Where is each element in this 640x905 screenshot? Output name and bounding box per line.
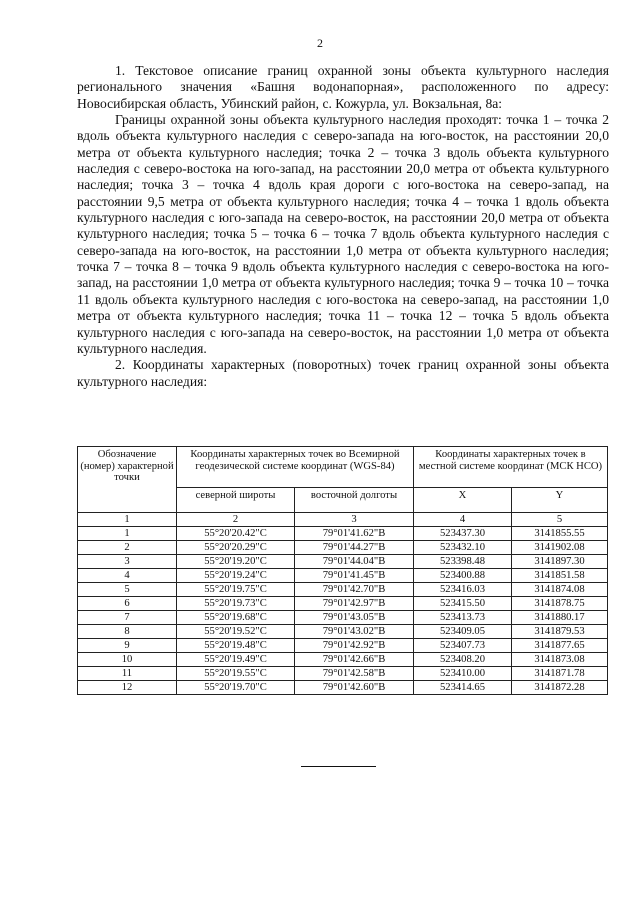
latitude-cell: 55°20'19.70"С [177,681,295,695]
longitude-cell: 79°01'41.62"В [295,527,414,541]
coordinates-table [77,446,608,695]
latitude-cell: 55°20'19.20"С [177,555,295,569]
point-number: 1 [78,527,177,541]
point-number: 10 [78,653,177,667]
x-cell: 523413.73 [414,611,512,625]
x-cell: 523414.65 [414,681,512,695]
header-y: Y [512,488,608,513]
latitude-cell: 55°20'19.52"С [177,625,295,639]
point-number: 2 [78,541,177,555]
latitude-cell: 55°20'19.48"С [177,639,295,653]
longitude-cell: 79°01'43.05"В [295,611,414,625]
longitude-cell: 79°01'42.60"В [295,681,414,695]
latitude-cell: 55°20'20.42"С [177,527,295,541]
column-number: 4 [414,513,512,527]
header-longitude: восточной долготы [295,488,414,513]
y-cell: 3141873.08 [512,653,608,667]
point-number: 11 [78,667,177,681]
y-cell: 3141902.08 [512,541,608,555]
point-number: 3 [78,555,177,569]
y-cell: 3141877.65 [512,639,608,653]
longitude-cell: 79°01'43.02"В [295,625,414,639]
table-row [78,667,608,681]
longitude-cell: 79°01'41.45"В [295,569,414,583]
x-cell: 523410.00 [414,667,512,681]
table-row [78,527,608,541]
latitude-cell: 55°20'19.68"С [177,611,295,625]
table-row [78,583,608,597]
y-cell: 3141851.58 [512,569,608,583]
y-cell: 3141871.78 [512,667,608,681]
column-number: 5 [512,513,608,527]
x-cell: 523415.50 [414,597,512,611]
end-divider-line [301,766,376,767]
x-cell: 523408.20 [414,653,512,667]
longitude-cell: 79°01'42.66"В [295,653,414,667]
coordinates-intro: 2. Координаты характерных (поворотных) точек границ охранной зоны объекта культурного наследия: [77,357,609,389]
y-cell: 3141879.53 [512,625,608,639]
longitude-cell: 79°01'42.92"В [295,639,414,653]
latitude-cell: 55°20'19.73"С [177,597,295,611]
header-wgs-group: Координаты характерных точек во Всемирной геодезической системе координат (WGS-84) [177,447,414,488]
header-point-designation: Обозначение (номер) характерной точки [78,447,177,513]
y-cell: 3141878.75 [512,597,608,611]
column-number: 2 [177,513,295,527]
y-cell: 3141855.55 [512,527,608,541]
longitude-cell: 79°01'44.27"В [295,541,414,555]
x-cell: 523409.05 [414,625,512,639]
x-cell: 523407.73 [414,639,512,653]
column-number: 1 [78,513,177,527]
point-number: 7 [78,611,177,625]
latitude-cell: 55°20'19.55"С [177,667,295,681]
table-row [78,569,608,583]
x-cell: 523398.48 [414,555,512,569]
table-row [78,639,608,653]
boundary-description: Границы охранной зоны объекта культурного наследия проходят: точка 1 – точка 2 вдоль объекта культурного наследия с северо-запада на юго-восток, на расстоянии 20,0 метра от объекта культурного наследия; точка 2 – точка 3 вдоль объекта культурного наследия с северо-востока на юго-запад, на расстоянии 20,0 метра от объекта культурного наследия; точка 3 – точка 4 вдоль края дороги с юго-востока на северо-запад, на расстоянии 9,5 метра от объекта культурного наследия; точка 4 – точка 1 вдоль объекта культурного наследия с юго-запада на северо-восток, на расстоянии 20,0 метра от объекта культурного наследия; точка 5 – точка 6 – точка 7 вдоль объекта культурного наследия с северо-запада на юго-восток, на расстоянии 1,0 метра от объекта культурного наследия; точка 7 – точка 8 – точка 9 вдоль объекта культурного наследия с северо-востока на юго-запад, на расстоянии 1,0 метра от объекта культурного наследия; точка 9 – точка 10 – точка 11 вдоль объекта культурного наследия с юго-востока на северо-запад, на расстоянии 1,0 метра от объекта культурного наследия; точка 11 – точка 12 – точка 5 вдоль объекта культурного наследия с юго-запада на северо-восток, на расстоянии 1,0 метра от объекта культурного наследия. [77,112,609,356]
longitude-cell: 79°01'42.58"В [295,667,414,681]
column-number: 3 [295,513,414,527]
table-row [78,653,608,667]
point-number: 12 [78,681,177,695]
header-latitude: северной широты [177,488,295,513]
longitude-cell: 79°01'42.97"В [295,597,414,611]
latitude-cell: 55°20'19.24"С [177,569,295,583]
point-number: 9 [78,639,177,653]
table-row [78,611,608,625]
x-cell: 523437.30 [414,527,512,541]
boundary-description-intro: 1. Текстовое описание границ охранной зоны объекта культурного наследия регионального значения «Башня водонапорная», расположенного по адресу: Новосибирская область, Убинский район, с. Кожурла, ул. Вокзальная, 8а: [77,63,609,111]
header-local-group: Координаты характерных точек в местной системе координат (МСК НСО) [414,447,608,488]
y-cell: 3141880.17 [512,611,608,625]
y-cell: 3141897.30 [512,555,608,569]
longitude-cell: 79°01'42.70"В [295,583,414,597]
x-cell: 523432.10 [414,541,512,555]
y-cell: 3141874.08 [512,583,608,597]
x-cell: 523416.03 [414,583,512,597]
table-column-numbers-row [78,513,608,527]
latitude-cell: 55°20'19.75"С [177,583,295,597]
latitude-cell: 55°20'20.29"С [177,541,295,555]
point-number: 8 [78,625,177,639]
point-number: 4 [78,569,177,583]
page-number: 2 [317,36,323,50]
header-x: X [414,488,512,513]
table-row [78,625,608,639]
table-row [78,555,608,569]
table-row [78,681,608,695]
point-number: 6 [78,597,177,611]
y-cell: 3141872.28 [512,681,608,695]
table-row [78,541,608,555]
longitude-cell: 79°01'44.04"В [295,555,414,569]
latitude-cell: 55°20'19.49"С [177,653,295,667]
document-body [77,63,609,390]
point-number: 5 [78,583,177,597]
table-header-row [78,447,608,488]
table-row [78,597,608,611]
x-cell: 523400.88 [414,569,512,583]
